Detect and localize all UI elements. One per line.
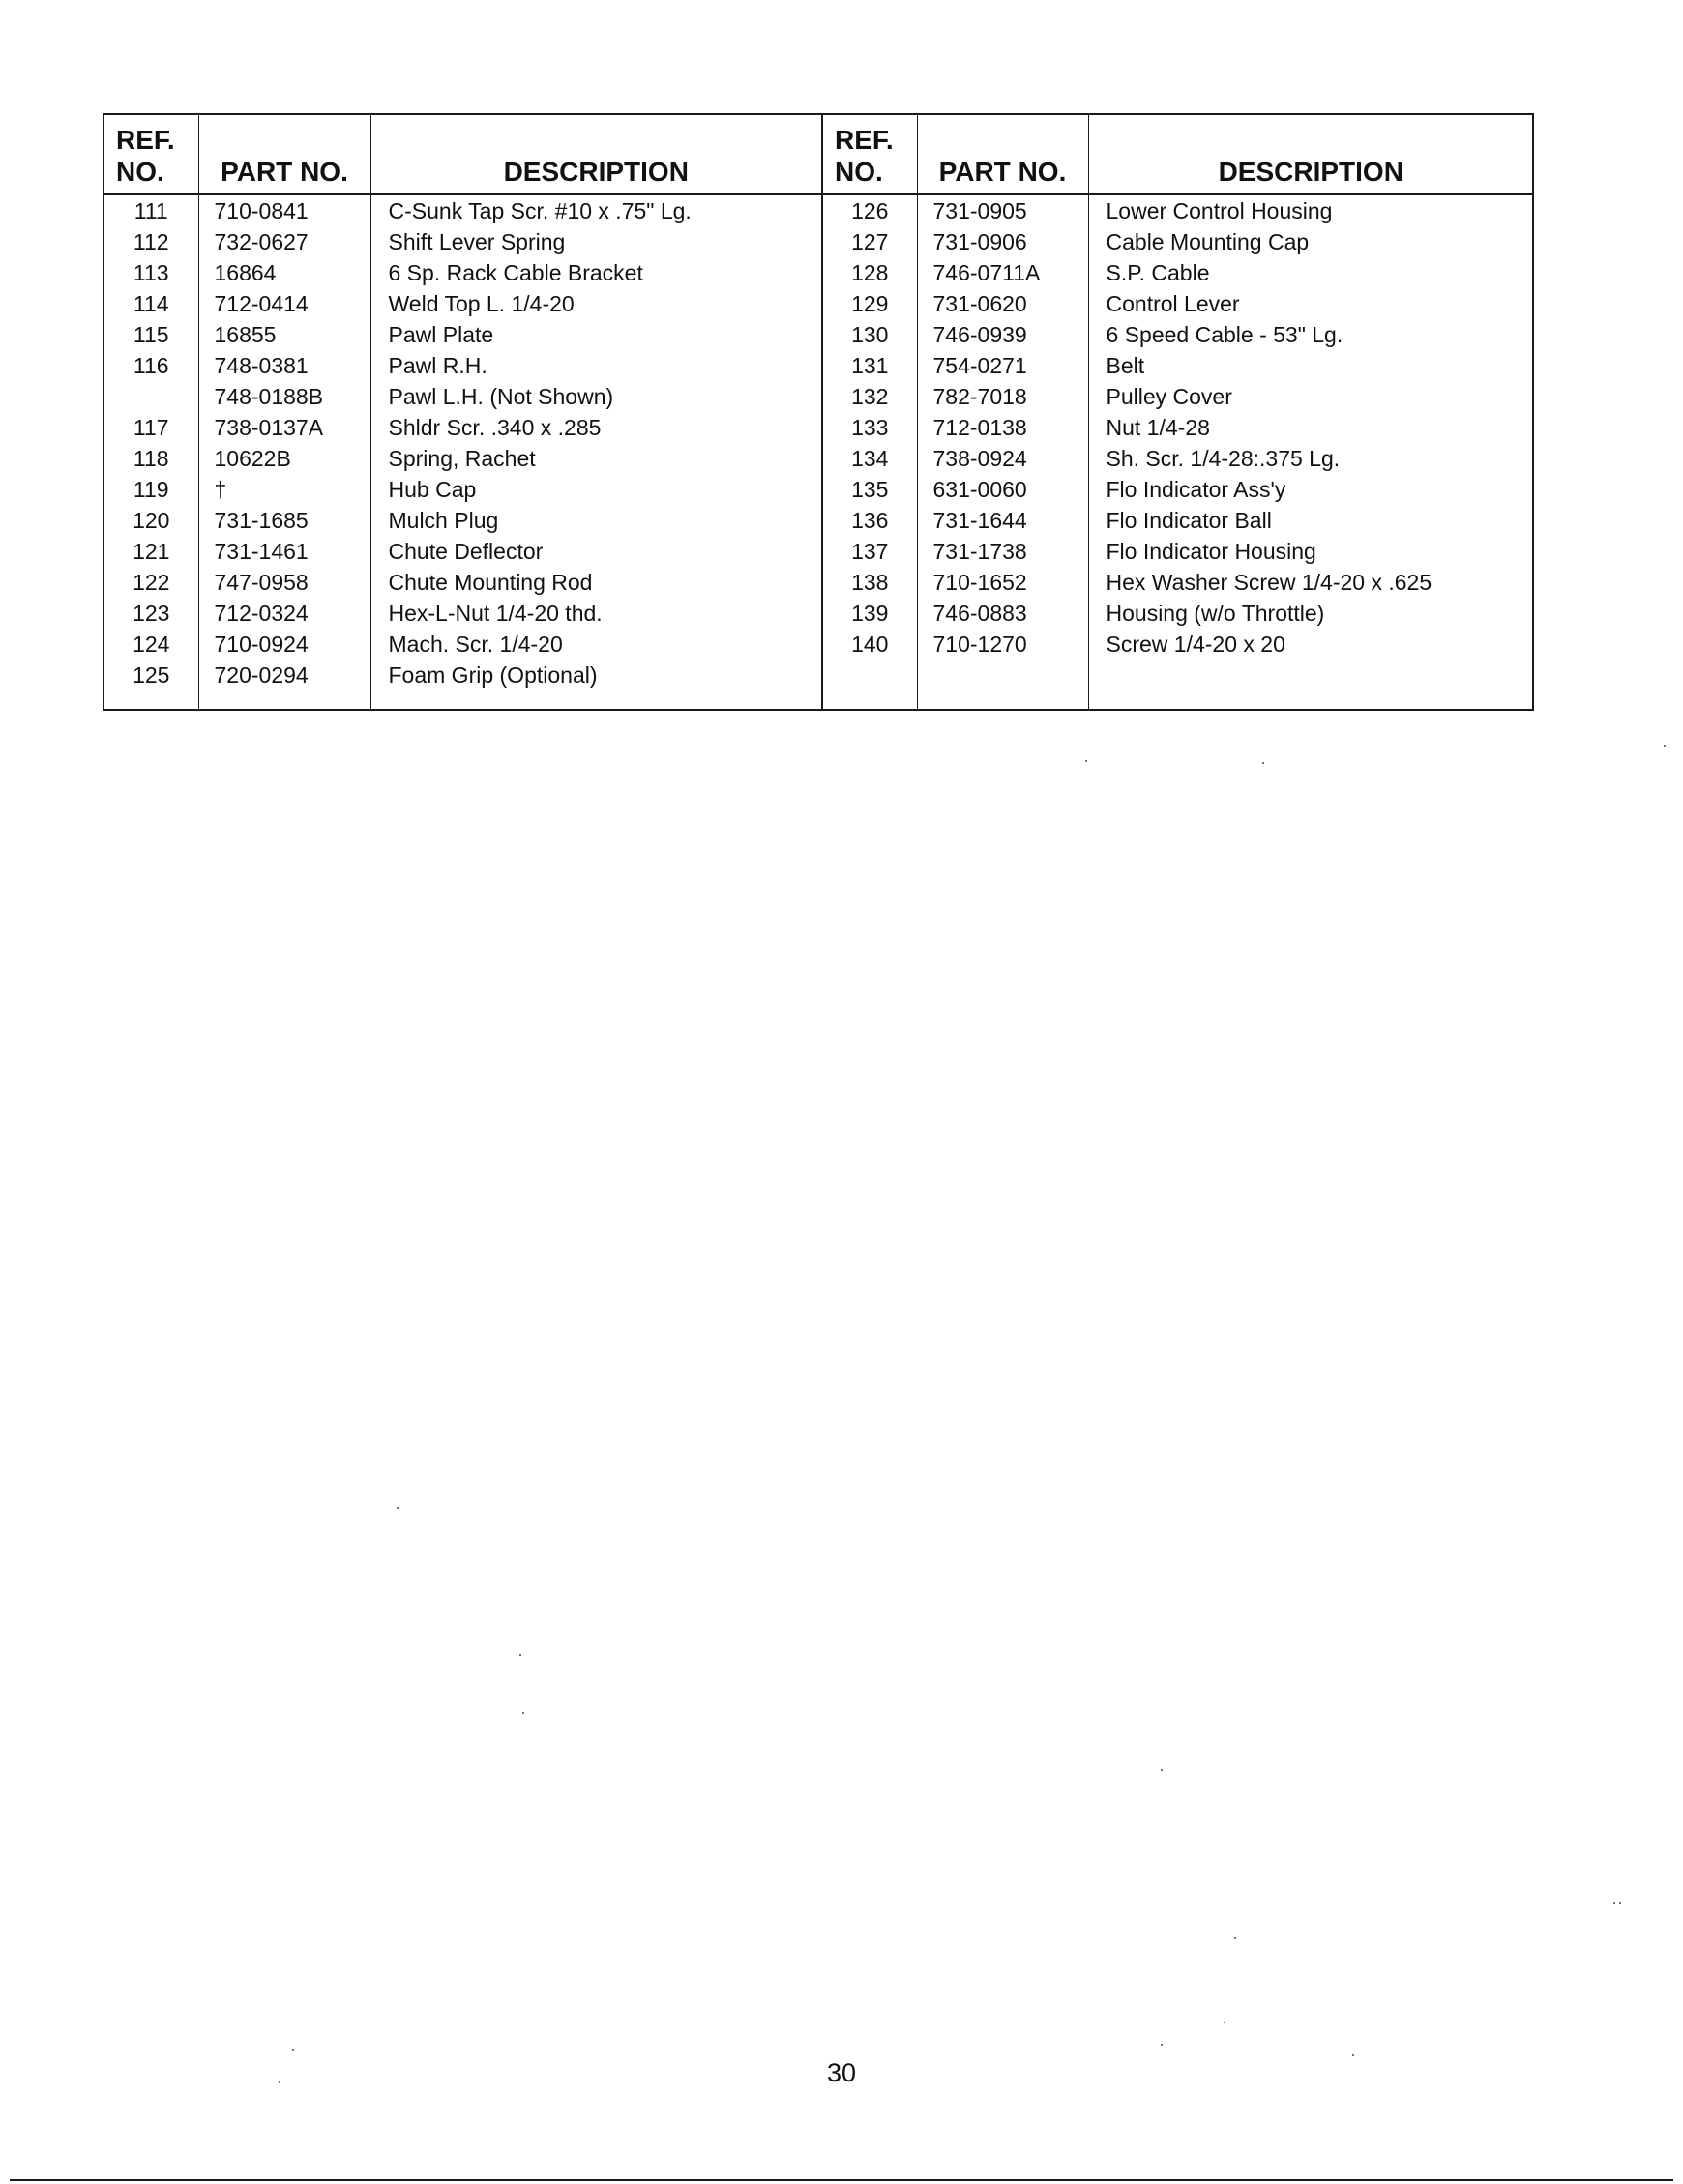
description-cell: Mach. Scr. 1/4-20 xyxy=(388,632,563,657)
filler-row xyxy=(822,660,1533,709)
part-no-cell: 10622B xyxy=(198,443,370,474)
ref-no-cell: 128 xyxy=(822,257,917,288)
table-row xyxy=(822,381,1533,412)
scan-speck xyxy=(1262,762,1264,764)
part-no-cell: † xyxy=(198,474,370,505)
part-no-cell: 731-0905 xyxy=(917,194,1088,226)
description-cell: Shldr Scr. .340 x .285 xyxy=(388,415,602,440)
description-cell: Spring, Rachet xyxy=(388,446,536,471)
part-no-cell: 731-1644 xyxy=(917,505,1088,536)
description-cell: 6 Sp. Rack Cable Bracket xyxy=(388,260,643,285)
ref-no-cell: 130 xyxy=(822,319,917,350)
description-cell: Control Lever xyxy=(1106,291,1240,316)
part-no-cell: 738-0137A xyxy=(198,412,370,443)
ref-header-line1: REF. xyxy=(835,125,894,155)
scan-speck xyxy=(1352,2054,1354,2056)
table-row xyxy=(104,660,821,691)
description-cell: Screw 1/4-20 x 20 xyxy=(1106,632,1285,657)
scan-speck xyxy=(1161,2044,1163,2046)
ref-no-cell: 133 xyxy=(822,412,917,443)
description-cell: Foam Grip (Optional) xyxy=(388,663,598,688)
part-no-cell: 631-0060 xyxy=(917,474,1088,505)
description-cell: Shift Lever Spring xyxy=(388,229,566,254)
part-no-cell: 732-0627 xyxy=(198,226,370,257)
description-cell: Nut 1/4-28 xyxy=(1106,415,1210,440)
ref-no-header xyxy=(822,115,917,194)
ref-no-cell: 116 xyxy=(104,350,198,381)
part-no-cell: 738-0924 xyxy=(917,443,1088,474)
scan-speck xyxy=(519,1654,521,1656)
part-no-cell: 731-0906 xyxy=(917,226,1088,257)
description-cell: Flo Indicator Ball xyxy=(1106,508,1272,533)
table-row xyxy=(104,350,821,381)
table-row xyxy=(822,474,1533,505)
part-no-cell: 712-0414 xyxy=(198,288,370,319)
ref-no-cell: 125 xyxy=(104,660,198,691)
left-rows xyxy=(104,194,821,709)
scan-speck xyxy=(1234,1937,1236,1939)
description-cell: Pawl L.H. (Not Shown) xyxy=(388,384,614,409)
table-row xyxy=(822,505,1533,536)
description-cell: Weld Top L. 1/4-20 xyxy=(388,291,575,316)
table-row xyxy=(822,226,1533,257)
ref-no-header xyxy=(104,115,198,194)
table-row xyxy=(104,412,821,443)
part-no-header: PART NO. xyxy=(198,115,370,194)
part-no-cell: 710-0841 xyxy=(198,194,370,226)
ref-no-cell: 111 xyxy=(104,194,198,226)
filler-cell xyxy=(1088,660,1533,709)
table-row xyxy=(822,629,1533,660)
table-row xyxy=(104,319,821,350)
parts-list xyxy=(103,113,1534,711)
filler-cell xyxy=(822,660,917,709)
ref-no-cell: 123 xyxy=(104,598,198,629)
ref-no-cell: 137 xyxy=(822,536,917,567)
table-row xyxy=(104,288,821,319)
part-no-cell: 16864 xyxy=(198,257,370,288)
table-row xyxy=(104,536,821,567)
filler-cell xyxy=(370,691,821,709)
table-row xyxy=(822,598,1533,629)
ref-no-cell: 112 xyxy=(104,226,198,257)
header-row xyxy=(104,115,821,194)
part-no-cell: 747-0958 xyxy=(198,567,370,598)
table-row xyxy=(822,257,1533,288)
table-row xyxy=(822,536,1533,567)
part-no-cell: 746-0939 xyxy=(917,319,1088,350)
page-number: 30 xyxy=(826,2058,857,2087)
ref-no-cell: 134 xyxy=(822,443,917,474)
table-row xyxy=(104,257,821,288)
scan-speck xyxy=(1613,1902,1615,1904)
ref-no-cell: 120 xyxy=(104,505,198,536)
description-cell: C-Sunk Tap Scr. #10 x .75" Lg. xyxy=(388,198,692,223)
ref-no-cell: 138 xyxy=(822,567,917,598)
ref-no-cell: 118 xyxy=(104,443,198,474)
description-cell: Chute Deflector xyxy=(388,539,544,564)
part-no-cell: 748-0381 xyxy=(198,350,370,381)
ref-no-cell: 140 xyxy=(822,629,917,660)
scan-speck xyxy=(1664,745,1666,747)
part-no-cell: 712-0138 xyxy=(917,412,1088,443)
description-cell: Cable Mounting Cap xyxy=(1106,229,1310,254)
description-cell: Hex Washer Screw 1/4-20 x .625 xyxy=(1106,570,1432,595)
part-no-cell: 746-0883 xyxy=(917,598,1088,629)
table-row xyxy=(104,474,821,505)
table-row xyxy=(822,443,1533,474)
description-cell: S.P. Cable xyxy=(1106,260,1210,285)
ref-no-cell: 132 xyxy=(822,381,917,412)
scan-speck xyxy=(1619,1902,1621,1904)
header-row xyxy=(822,115,1533,194)
table-row xyxy=(104,629,821,660)
ref-no-cell: 136 xyxy=(822,505,917,536)
ref-no-cell: 119 xyxy=(104,474,198,505)
table-row xyxy=(104,381,821,412)
part-no-cell: 782-7018 xyxy=(917,381,1088,412)
ref-no-cell: 126 xyxy=(822,194,917,226)
description-cell: Pawl Plate xyxy=(388,322,494,347)
ref-no-cell: 135 xyxy=(822,474,917,505)
description-cell: Belt xyxy=(1106,353,1145,378)
parts-table-left xyxy=(104,115,821,709)
part-no-cell: 712-0324 xyxy=(198,598,370,629)
ref-no-cell: 121 xyxy=(104,536,198,567)
table-row xyxy=(104,443,821,474)
table-row xyxy=(822,194,1533,226)
ref-no-cell: 117 xyxy=(104,412,198,443)
filler-cell xyxy=(198,691,370,709)
table-row xyxy=(104,598,821,629)
table-row xyxy=(822,567,1533,598)
scan-speck xyxy=(397,1507,399,1509)
ref-no-cell xyxy=(104,381,198,412)
scan-speck xyxy=(1224,2022,1225,2023)
description-cell: Flo Indicator Ass'y xyxy=(1106,477,1286,502)
ref-no-cell: 124 xyxy=(104,629,198,660)
description-cell: Chute Mounting Rod xyxy=(388,570,593,595)
part-no-cell: 710-1652 xyxy=(917,567,1088,598)
scan-speck xyxy=(522,1712,524,1714)
filler-cell xyxy=(917,660,1088,709)
part-no-cell: 731-1738 xyxy=(917,536,1088,567)
part-no-cell: 746-0711A xyxy=(917,257,1088,288)
scan-speck xyxy=(1161,1769,1163,1771)
ref-no-cell: 139 xyxy=(822,598,917,629)
part-no-cell: 731-1461 xyxy=(198,536,370,567)
description-cell: Housing (w/o Throttle) xyxy=(1106,601,1325,626)
scan-speck xyxy=(279,2081,280,2083)
ref-no-cell: 122 xyxy=(104,567,198,598)
ref-header-line2: NO. xyxy=(116,157,164,187)
description-cell: Mulch Plug xyxy=(388,508,499,533)
description-header: DESCRIPTION xyxy=(370,115,821,194)
description-cell: Pulley Cover xyxy=(1106,384,1232,409)
parts-table-right xyxy=(821,115,1533,709)
ref-no-cell: 127 xyxy=(822,226,917,257)
table-row xyxy=(104,567,821,598)
table-row xyxy=(822,412,1533,443)
ref-no-cell: 113 xyxy=(104,257,198,288)
part-no-cell: 754-0271 xyxy=(917,350,1088,381)
ref-no-cell: 131 xyxy=(822,350,917,381)
description-cell: Hex-L-Nut 1/4-20 thd. xyxy=(388,601,603,626)
scan-speck xyxy=(292,2049,294,2051)
table-row xyxy=(104,194,821,226)
filler-row xyxy=(104,691,821,709)
scan-speck xyxy=(1085,760,1087,762)
filler-cell xyxy=(104,691,198,709)
description-cell: 6 Speed Cable - 53" Lg. xyxy=(1106,322,1343,347)
table-row xyxy=(104,505,821,536)
part-no-cell: 731-0620 xyxy=(917,288,1088,319)
table-row xyxy=(822,350,1533,381)
part-no-cell: 731-1685 xyxy=(198,505,370,536)
table-row xyxy=(822,319,1533,350)
part-no-cell: 710-0924 xyxy=(198,629,370,660)
ref-no-cell: 129 xyxy=(822,288,917,319)
bottom-rule xyxy=(10,2179,1673,2181)
part-no-cell: 710-1270 xyxy=(917,629,1088,660)
ref-no-cell: 114 xyxy=(104,288,198,319)
part-no-header: PART NO. xyxy=(917,115,1088,194)
description-cell: Lower Control Housing xyxy=(1106,198,1333,223)
part-no-cell: 720-0294 xyxy=(198,660,370,691)
description-header: DESCRIPTION xyxy=(1088,115,1533,194)
description-cell: Pawl R.H. xyxy=(388,353,487,378)
part-no-cell: 16855 xyxy=(198,319,370,350)
ref-header-line2: NO. xyxy=(835,157,883,187)
description-cell: Hub Cap xyxy=(388,477,477,502)
description-cell: Flo Indicator Housing xyxy=(1106,539,1316,564)
right-rows xyxy=(822,194,1533,709)
table-row xyxy=(104,226,821,257)
table-row xyxy=(822,288,1533,319)
part-no-cell: 748-0188B xyxy=(198,381,370,412)
description-cell: Sh. Scr. 1/4-28:.375 Lg. xyxy=(1106,446,1341,471)
ref-header-line1: REF. xyxy=(116,125,175,155)
ref-no-cell: 115 xyxy=(104,319,198,350)
